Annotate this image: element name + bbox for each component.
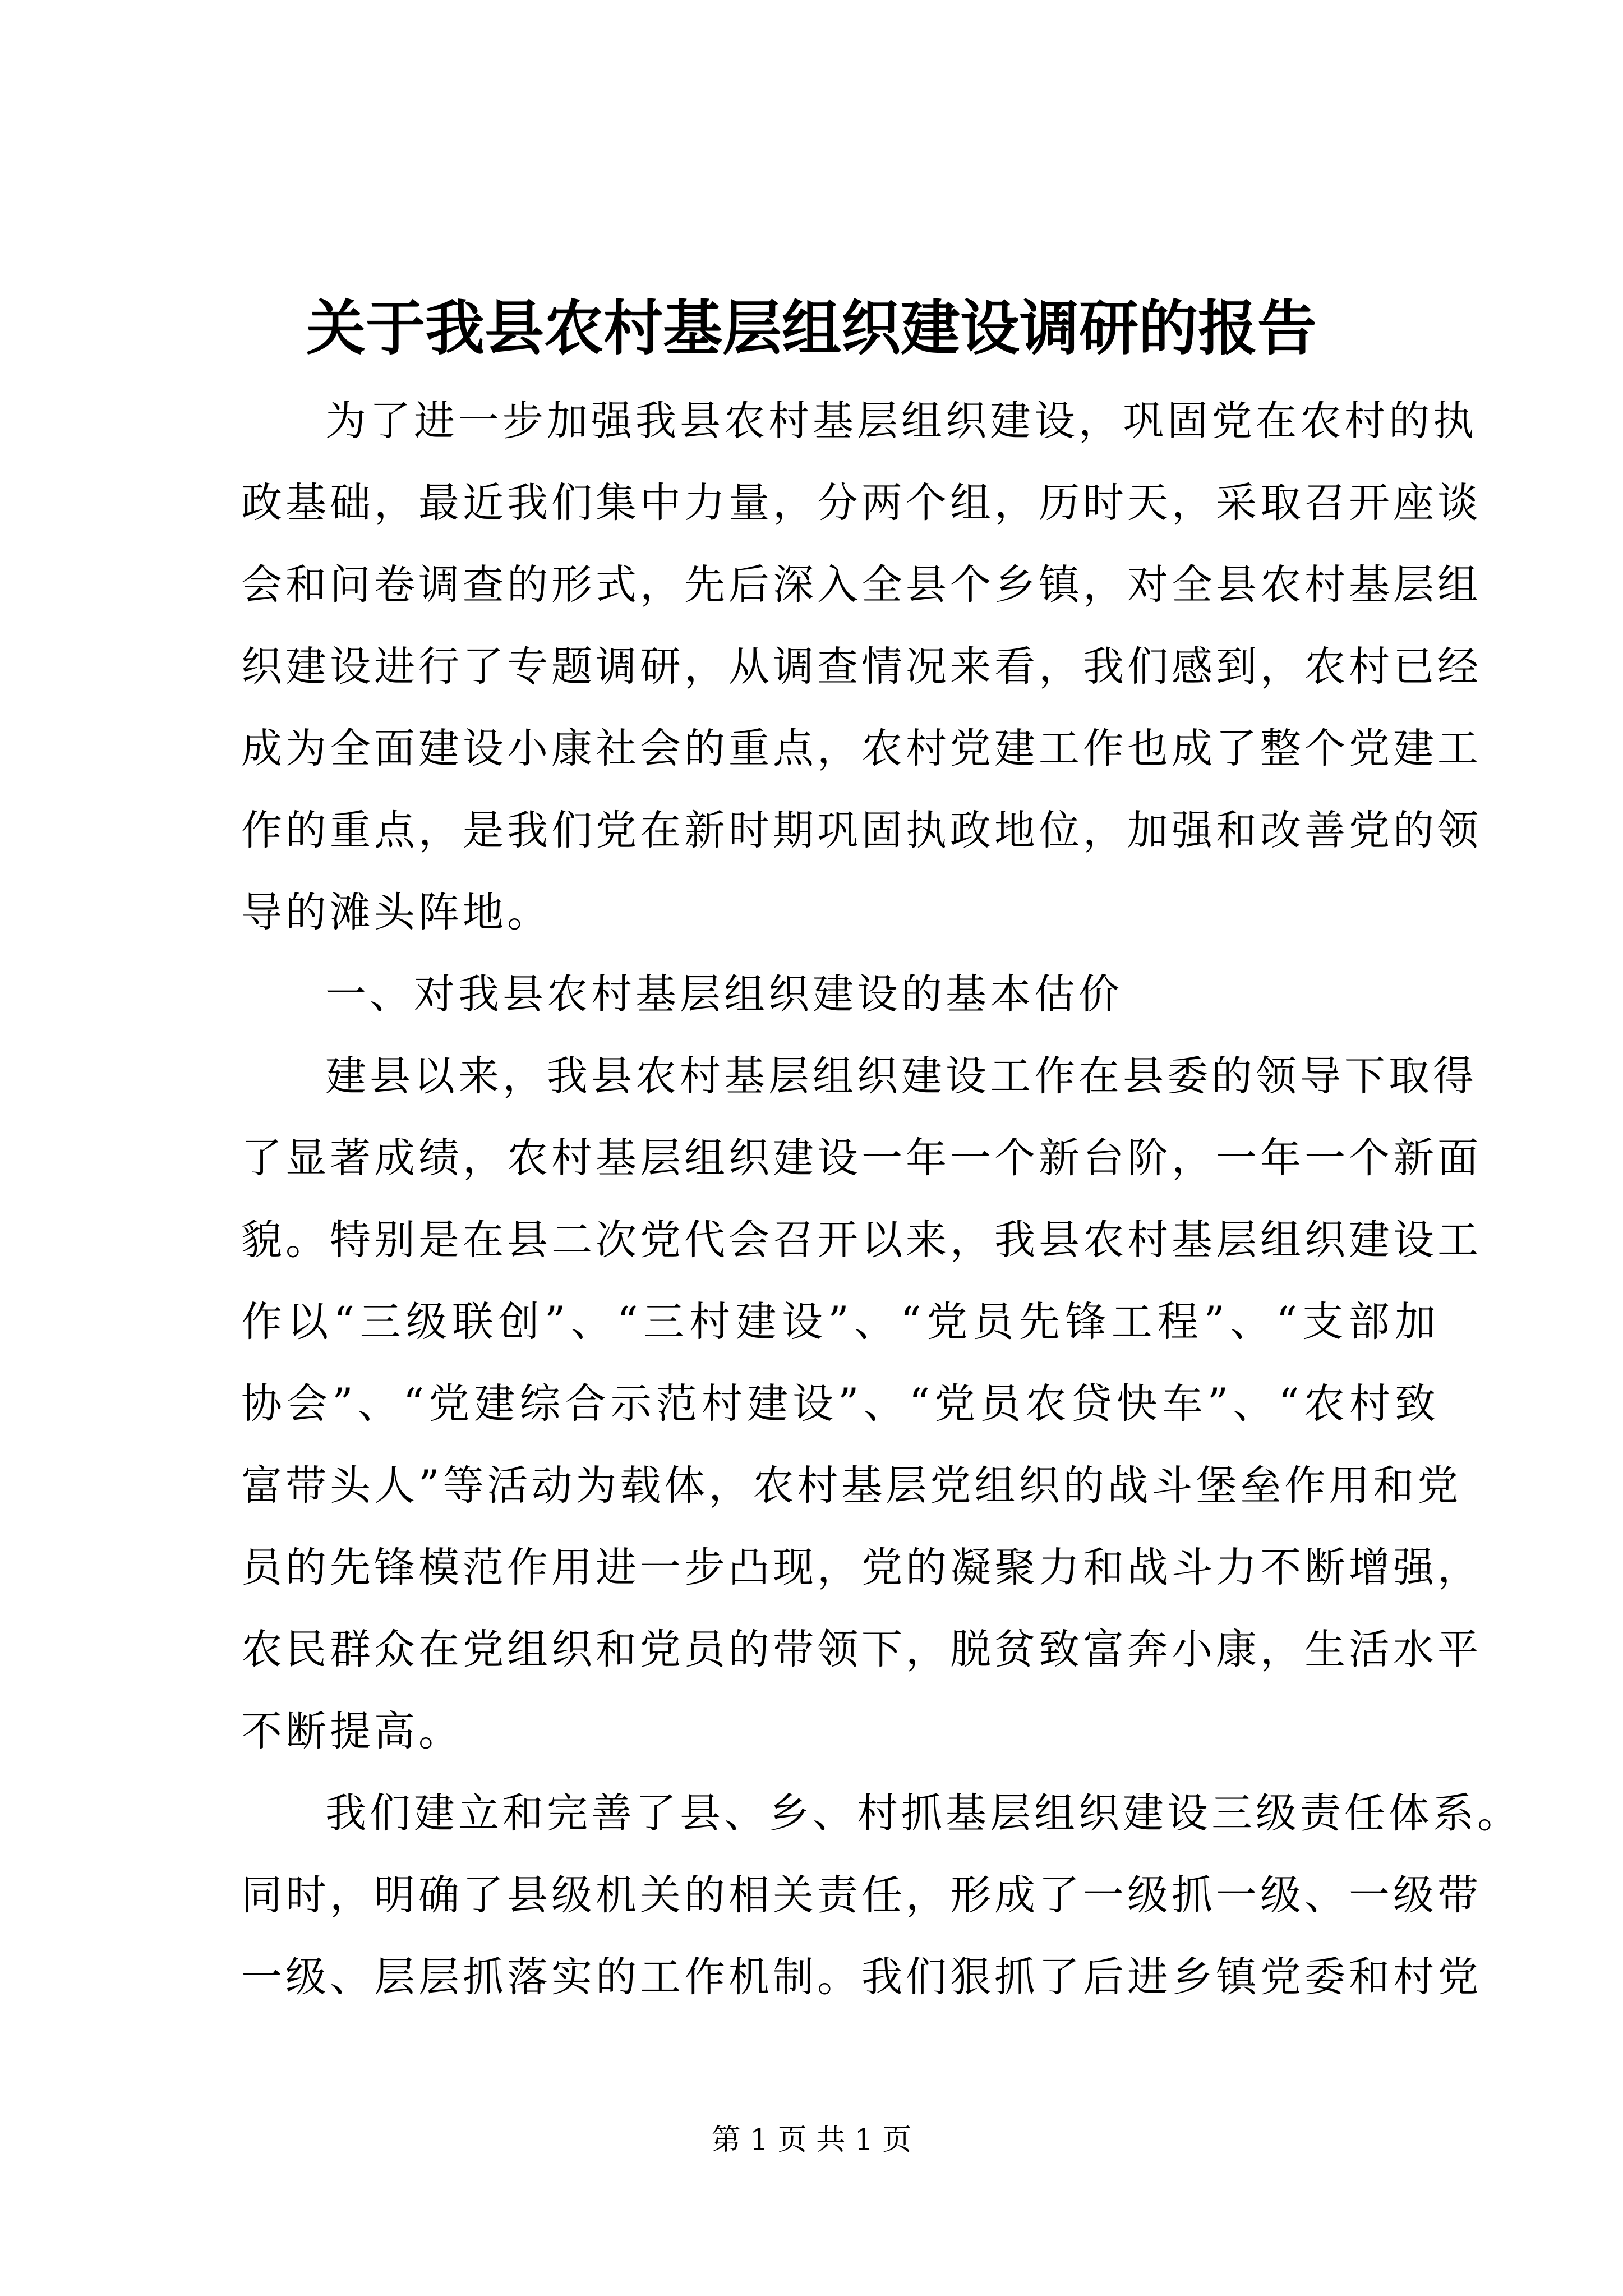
body-line: 导的滩头阵地。 (241, 889, 551, 936)
body-line: 一级、层层抓落实的工作机制。我们狠抓了后进乡镇党委和村党 (241, 1953, 1482, 2001)
body-line: 作以“三级联创”、“三村建设”、“党员先锋工程”、“支部加 (241, 1298, 1439, 1346)
body-line: 作的重点，是我们党在新时期巩固执政地位，加强和改善党的领 (241, 807, 1482, 854)
body-line: 政基础，最近我们集中力量，分两个组，历时天，采取召开座谈 (241, 479, 1482, 527)
body-line: 富带头人”等活动为载体，农村基层党组织的战斗堡垒作用和党 (241, 1462, 1462, 1510)
body-line: 织建设进行了专题调研，从调查情况来看，我们感到，农村已经 (241, 643, 1482, 691)
section-heading: 一、对我县农村基层组织建设的基本估价 (325, 970, 1123, 1018)
page-footer: 第 1 页 共 1 页 (711, 2123, 912, 2157)
body-line: 成为全面建设小康社会的重点，农村党建工作也成了整个党建工 (241, 725, 1482, 772)
body-line: 同时，明确了县级机关的相关责任，形成了一级抓一级、一级带 (241, 1871, 1482, 1919)
body-line: 协会”、“党建综合示范村建设”、“党员农贷快车”、“农村致 (241, 1380, 1439, 1428)
body-line: 建县以来，我县农村基层组织建设工作在县委的领导下取得 (325, 1052, 1477, 1100)
body-line: 会和问卷调查的形式，先后深入全县个乡镇，对全县农村基层组 (241, 561, 1482, 609)
body-line: 我们建立和完善了县、乡、村抓基层组织建设三级责任体系。 (325, 1789, 1521, 1837)
body-line: 为了进一步加强我县农村基层组织建设，巩固党在农村的执 (325, 397, 1477, 445)
body-line: 貌。特别是在县二次党代会召开以来，我县农村基层组织建设工 (241, 1216, 1482, 1264)
body-line: 了显著成绩，农村基层组织建设一年一个新台阶，一年一个新面 (241, 1134, 1482, 1182)
body-line: 员的先锋模范作用进一步凸现，党的凝聚力和战斗力不断增强， (241, 1544, 1482, 1591)
document-body (241, 380, 1521, 2018)
body-line: 不断提高。 (241, 1708, 463, 1755)
document-title: 关于我县农村基层组织建设调研的报告 (306, 293, 1317, 363)
body-line: 农民群众在党组织和党员的带领下，脱贫致富奔小康，生活水平 (241, 1626, 1482, 1673)
